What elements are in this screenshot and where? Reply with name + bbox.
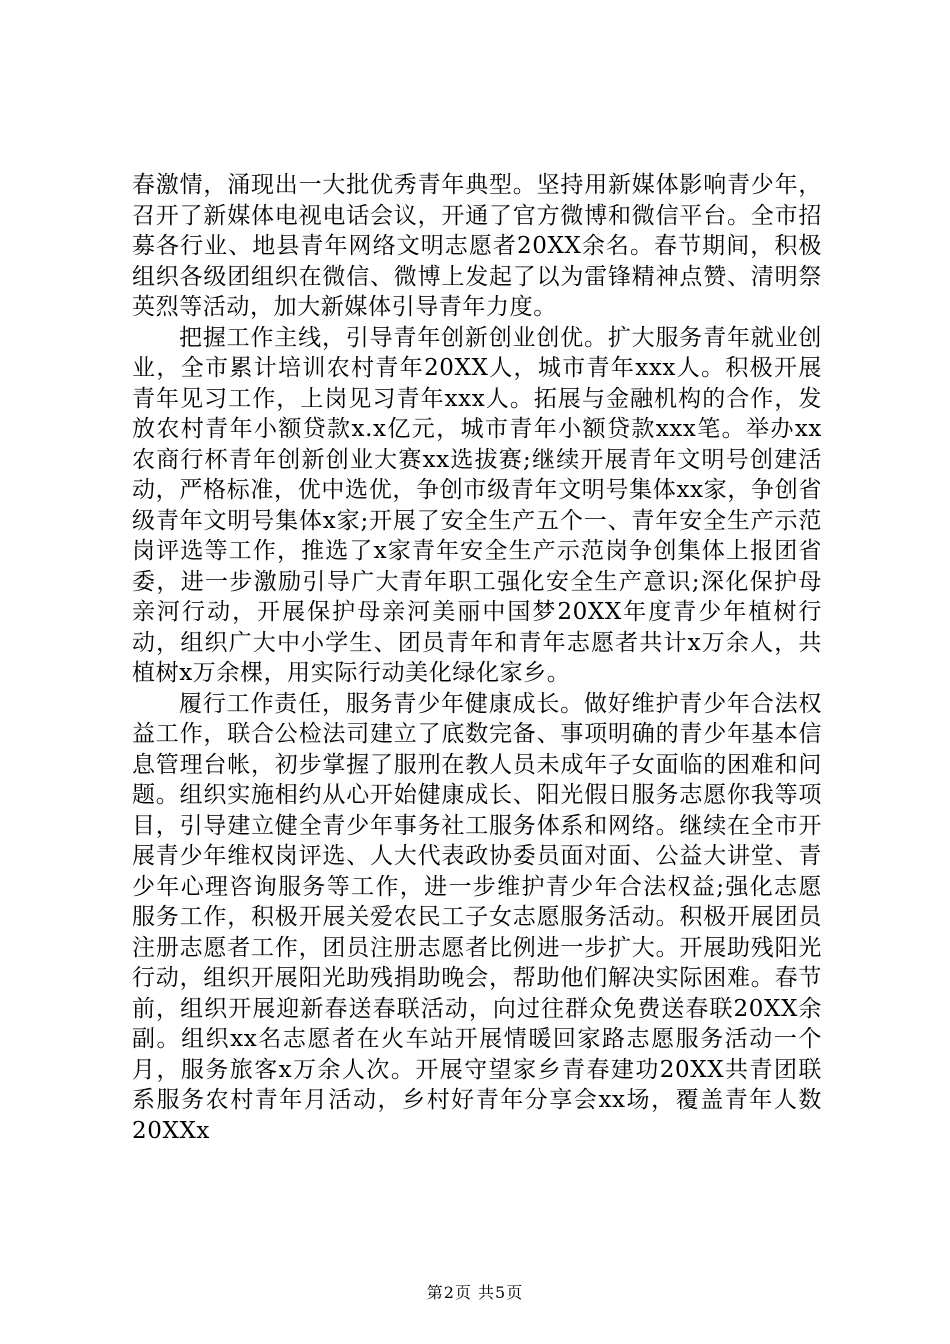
paragraph-youth-service: 履行工作责任，服务青少年健康成长。做好维护青少年合法权益工作，联合公检法司建立了底数完备、事项明确的青少年基本信息管理台帐，初步掌握了服刑在教人员未成年子女面临的困难和问题。组织实施相约从心开始健康成长、阳光假日服务志愿你我等项目，引导建立健全青少年事务社工服务体系和网络。继续在全市开展青少年维权岗评选、人大代表政协委员面对面、公益大讲堂、青少年心理咨询服务等工作，进一步维护青少年合法权益;强化志愿服务工作，积极开展关爱农民工子女志愿服务活动。积极开展团员注册志愿者工作，团员注册志愿者比例进一步扩大。开展助残阳光行动，组织开展阳光助残捐助晚会，帮助他们解决实际困难。春节前，组织开展迎新春送春联活动，向过往群众免费送春联20XX余副。组织xx名志愿者在火车站开展情暖回家路志愿服务活动一个月，服务旅客x万余人次。开展守望家乡青春建功20XX共青团联系服务农村青年月活动，乡村好青年分享会xx场，覆盖青年人数20XXx — [132, 690, 822, 1144]
paragraph-continuation: 春激情，涌现出一大批优秀青年典型。坚持用新媒体影响青少年，召开了新媒体电视电话会议，开通了官方微博和微信平台。全市招募各行业、地县青年网络文明志愿者20XX余名。春节期间，积极组织各级团组织在微信、微博上发起了以为雷锋精神点赞、清明祭英烈等活动，加大新媒体引导青年力度。 — [132, 172, 822, 320]
document-body — [132, 170, 822, 1146]
page-number-footer: 第2页 共5页 — [426, 1283, 524, 1302]
paragraph-innovation-entrepreneurship: 把握工作主线，引导青年创新创业创优。扩大服务青年就业创业，全市累计培训农村青年20XX人，城市青年xxx人。积极开展青年见习工作，上岗见习青年xxx人。拓展与金融机构的合作，发放农村青年小额贷款x.x亿元，城市青年小额贷款xxx笔。举办xx农商行杯青年创新创业大赛xx选拔赛;继续开展青年文明号创建活动，严格标准，优中选优，争创市级青年文明号集体xx家，争创省级青年文明号集体x家;开展了安全生产五个一、青年安全生产示范岗评选等工作，推选了x家青年安全生产示范岗争创集体上报团省委，进一步激励引导广大青年职工强化安全生产意识;深化保护母亲河行动，开展保护母亲河美丽中国梦20XX年度青少年植树行动，组织广大中小学生、团员青年和青年志愿者共计x万余人，共植树x万余棵，用实际行动美化绿化家乡。 — [132, 324, 822, 686]
